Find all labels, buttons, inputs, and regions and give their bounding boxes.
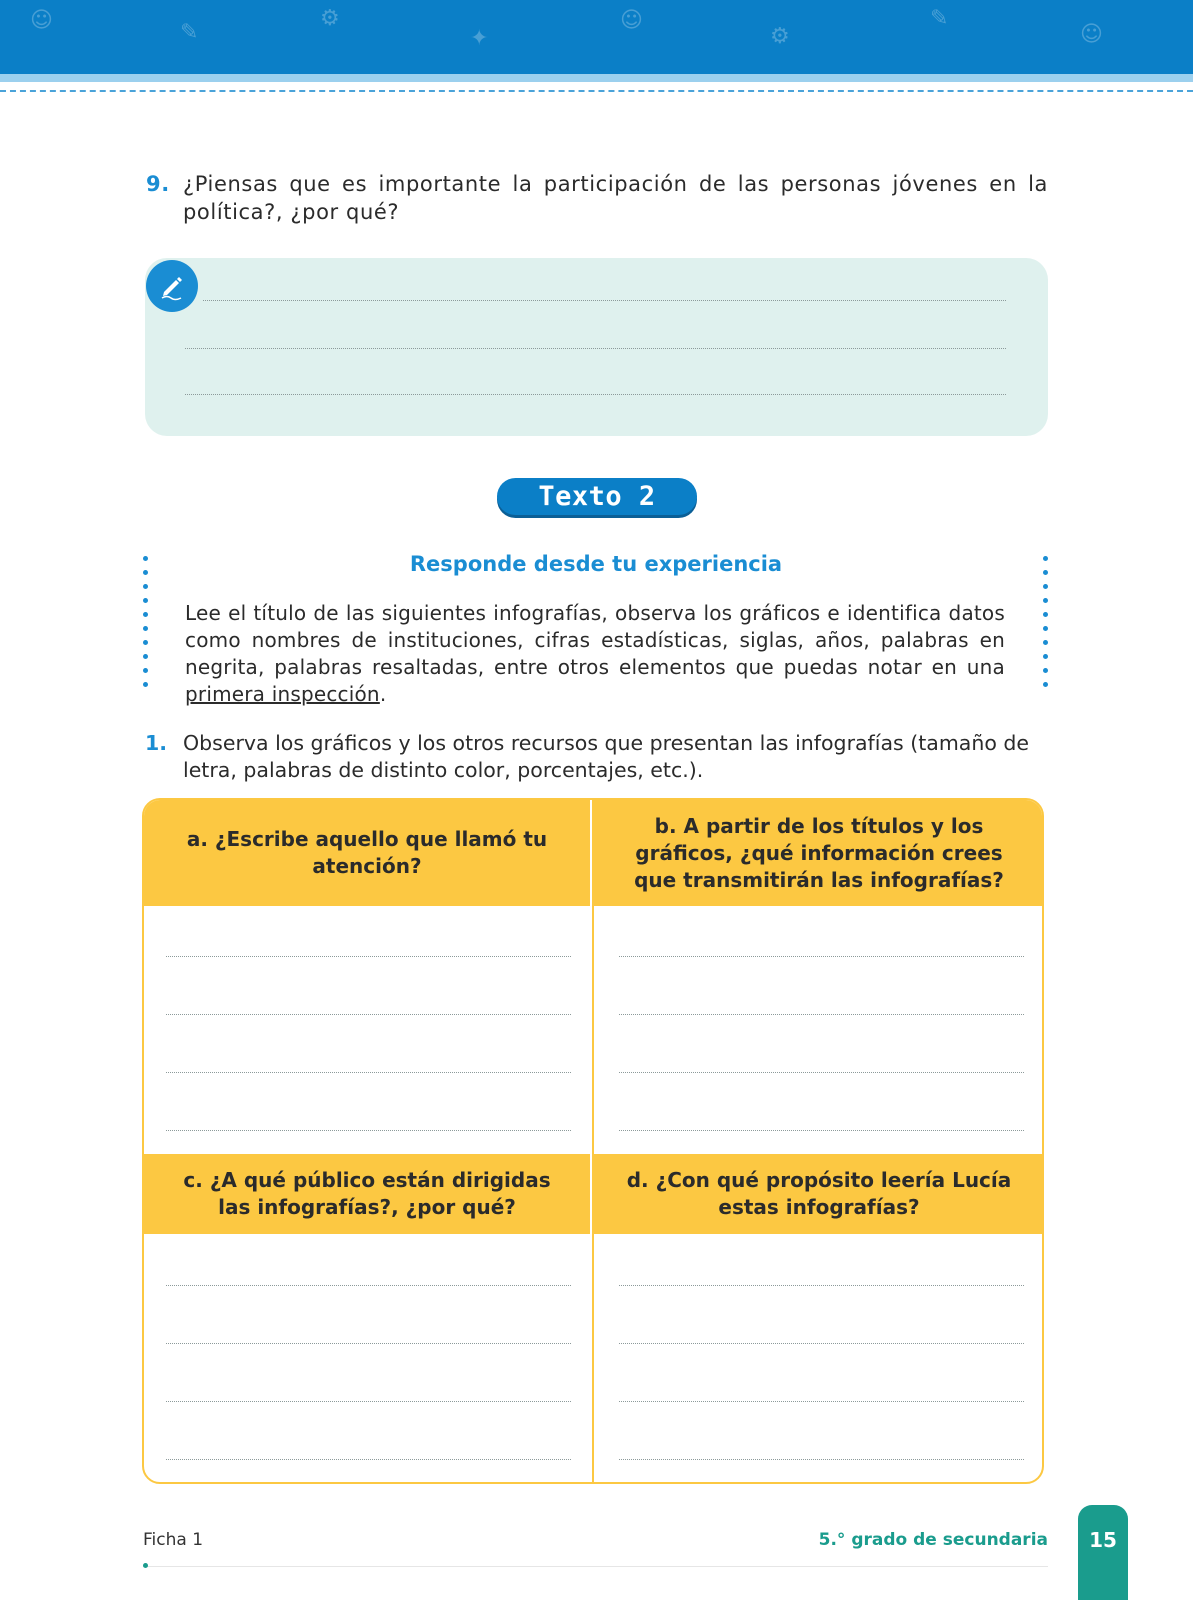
answer-line-a[interactable] [166, 956, 571, 957]
responde-text [185, 600, 1005, 708]
answer-line-d[interactable] [619, 1285, 1024, 1286]
answer-line-c[interactable] [166, 1459, 571, 1460]
answer-line[interactable] [185, 394, 1006, 395]
texto-2-label: Texto 2 [497, 478, 697, 515]
answer-line-b[interactable] [619, 1014, 1024, 1015]
table-header-b: b. A partir de los títulos y los gráficos, ¿qué información crees que transmitirán las infografías? [594, 800, 1044, 906]
answer-box[interactable] [145, 258, 1048, 436]
table-header-d: d. ¿Con qué propósito leería Lucía estas infografías? [594, 1154, 1044, 1234]
responde-text-body: Lee el título de las siguientes infografías, observa los gráficos e identifica datos como nombres de instituciones, cifras estadísticas, siglas, años, palabras en negrita, palabras resaltadas, entre otros elementos que puedas notar en una [185, 601, 1005, 679]
answer-line-d[interactable] [619, 1459, 1024, 1460]
responde-text-end: . [379, 682, 387, 706]
right-dotted-border [1043, 556, 1049, 696]
answer-line-c[interactable] [166, 1401, 571, 1402]
table-header-a: a. ¿Escribe aquello que llamó tu atención? [144, 800, 590, 906]
response-table [142, 798, 1044, 1484]
question-9 [146, 170, 1048, 226]
footer-ficha: Ficha 1 [143, 1530, 204, 1550]
footer-grade: 5.° grado de secundaria [818, 1530, 1048, 1550]
answer-line-b[interactable] [619, 1130, 1024, 1131]
answer-line-d[interactable] [619, 1343, 1024, 1344]
question-1 [145, 730, 1050, 784]
answer-line-b[interactable] [619, 1072, 1024, 1073]
footer-rule [143, 1566, 1048, 1567]
header-dashed-line [0, 90, 1193, 92]
table-header-c: c. ¿A qué público están dirigidas las infografías?, ¿por qué? [144, 1154, 590, 1234]
answer-line-b[interactable] [619, 956, 1024, 957]
answer-line-c[interactable] [166, 1343, 571, 1344]
header-banner: ☺ ✎ ⚙ ✦ ☺ ⚙ ✎ ☺ [0, 0, 1193, 74]
header-stripe [0, 74, 1193, 82]
footer-dot [143, 1563, 148, 1568]
left-dotted-border [143, 556, 149, 696]
pencil-icon [146, 260, 198, 312]
answer-line-c[interactable] [166, 1285, 571, 1286]
responde-title: Responde desde tu experiencia [409, 552, 783, 576]
answer-line-d[interactable] [619, 1401, 1024, 1402]
answer-line-a[interactable] [166, 1072, 571, 1073]
question-9-text: ¿Piensas que es importante la participación de las personas jóvenes en la política?, ¿por qué? [183, 172, 1048, 224]
question-1-text: Observa los gráficos y los otros recursos que presentan las infografías (tamaño de letra, palabras de distinto color, porcentajes, etc.). [183, 731, 1030, 782]
page-number: 15 [1078, 1505, 1128, 1600]
question-9-number: 9. [146, 172, 170, 196]
answer-line-a[interactable] [166, 1014, 571, 1015]
answer-line[interactable] [203, 300, 1006, 301]
answer-line-a[interactable] [166, 1130, 571, 1131]
question-1-number: 1. [145, 731, 168, 755]
table-divider [592, 800, 594, 1482]
responde-text-underlined: primera inspección [185, 682, 380, 706]
answer-line[interactable] [185, 348, 1006, 349]
